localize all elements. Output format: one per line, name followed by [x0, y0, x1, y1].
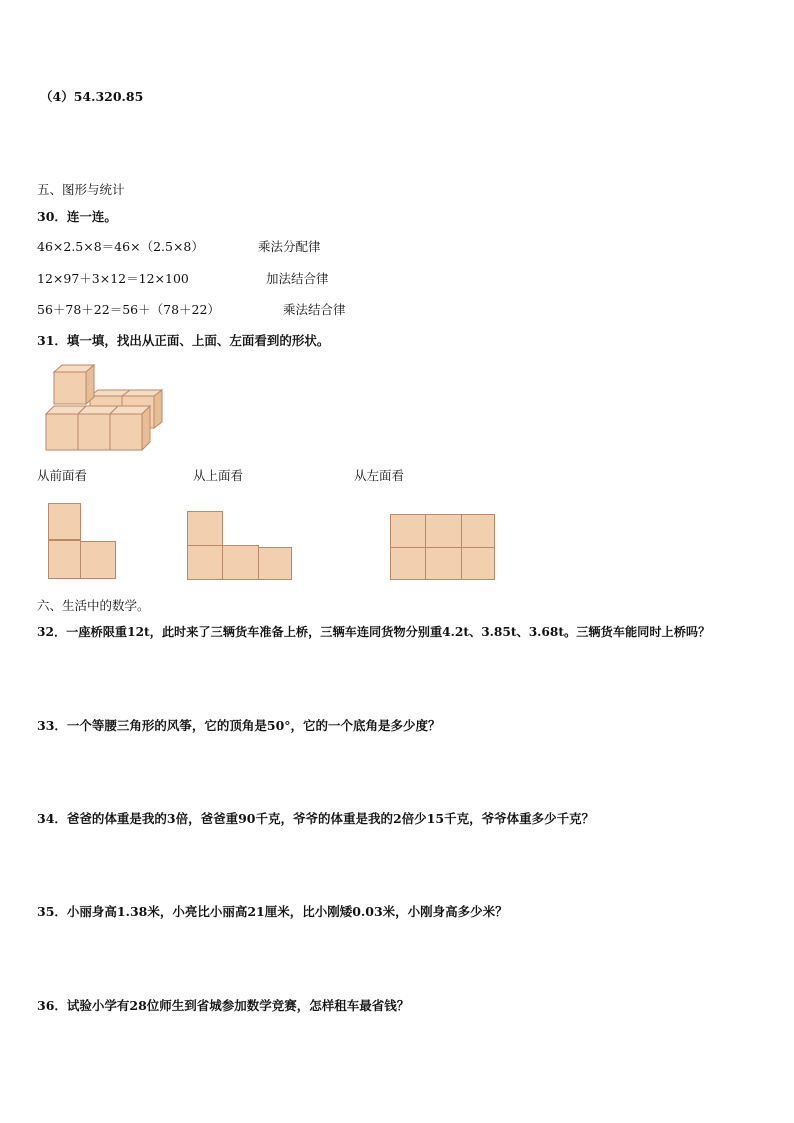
- cube-stack-figure: [42, 362, 172, 454]
- q30-right-3: 乘法结合律: [283, 302, 346, 317]
- front-view-square: [48, 503, 81, 540]
- question-32: 32．一座桥限重12t，此时来了三辆货车准备上桥，三辆车连同货物分别重4.2t、3.85t、3.68t。三辆货车能同时上桥吗？: [37, 625, 711, 639]
- section5-title: 五、图形与统计: [37, 182, 125, 197]
- left-view-square: [461, 514, 495, 548]
- cube-front-row: [46, 406, 150, 450]
- question-33: 33．一个等腰三角形的风筝，它的顶角是50°，它的一个底角是多少度？: [37, 718, 441, 733]
- left-view-square: [390, 547, 426, 580]
- left-view-square: [425, 514, 462, 548]
- q31-title: 31．填一填，找出从正面、上面、左面看到的形状。: [37, 333, 330, 348]
- top-view-square: [187, 511, 223, 546]
- cube-top-stack: [54, 365, 94, 404]
- q30-left-1: 46×2.5×8＝46×（2.5×8）: [37, 239, 204, 254]
- front-view-square: [80, 541, 116, 579]
- view-left-label: 从左面看: [354, 468, 405, 483]
- left-view-square: [425, 547, 462, 580]
- left-view-square: [461, 547, 495, 580]
- question-34: 34．爸爸的体重是我的3倍，爸爸重90千克，爷爷的体重是我的2倍少15千克，爷爷体重多少千克？: [37, 811, 595, 826]
- question-35: 35．小丽身高1.38米，小亮比小丽高21厘米，比小刚矮0.03米，小刚身高多少米？: [37, 904, 508, 919]
- q30-right-2: 加法结合律: [266, 271, 329, 286]
- top-view-square: [258, 547, 292, 580]
- q30-left-3: 56＋78＋22＝56＋（78＋22）: [37, 302, 220, 317]
- section6-title: 六、生活中的数学。: [37, 598, 150, 613]
- top-view-square: [222, 545, 259, 580]
- q4-line: （4）54.320.85: [40, 89, 144, 104]
- q30-title: 30．连一连。: [37, 209, 117, 224]
- top-view-square: [187, 545, 223, 580]
- question-36: 36．试验小学有28位师生到省城参加数学竞赛，怎样租车最省钱？: [37, 998, 410, 1013]
- q30-left-2: 12×97＋3×12＝12×100: [37, 271, 189, 286]
- q30-right-1: 乘法分配律: [258, 239, 321, 254]
- front-view-square: [48, 540, 81, 579]
- view-front-label: 从前面看: [37, 468, 88, 483]
- left-view-square: [390, 514, 426, 548]
- view-top-label: 从上面看: [193, 468, 244, 483]
